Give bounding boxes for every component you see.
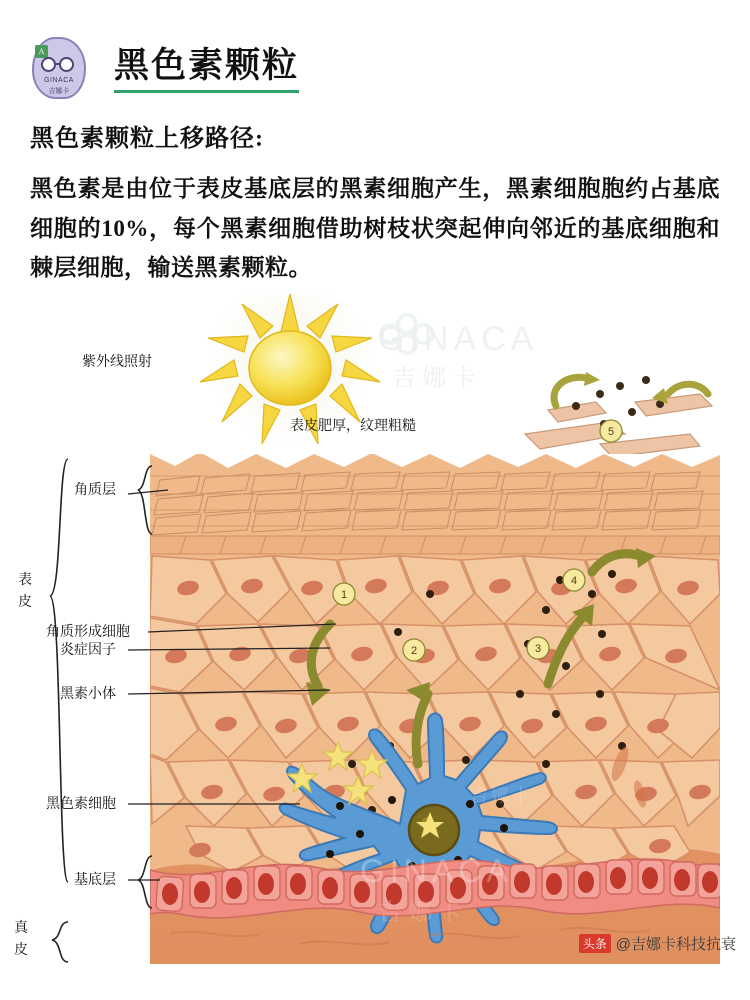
label-horny-layer: 角质层 — [74, 482, 116, 498]
watermark-text-cn-2: 吉娜卡 — [378, 898, 468, 926]
logo-eye-right-icon — [59, 57, 74, 72]
step-badge-1 — [333, 583, 355, 605]
logo-name: GINACA — [44, 77, 74, 84]
step-badge-2 — [403, 639, 425, 661]
section-subheading: 黑色素颗粒上移路径: — [30, 126, 264, 152]
label-dermis-line2: 皮 — [14, 942, 28, 958]
label-basal-layer: 基底层 — [74, 872, 116, 888]
step-badge-5 — [600, 420, 622, 442]
toutiao-badge: 头条 — [579, 934, 611, 953]
logo-tag-icon: A — [35, 45, 48, 58]
label-thick-epidermis: 表皮肥厚，纹理粗糙 — [290, 418, 416, 434]
watermark-middle — [378, 320, 538, 392]
page-title: 黑色素颗粒 — [114, 47, 299, 93]
label-dermis-line1: 真 — [14, 920, 28, 936]
logo-eye-left-icon — [41, 57, 56, 72]
brace-marks — [50, 459, 152, 908]
label-melanosome: 黑素小体 — [60, 686, 116, 702]
label-keratinocyte: 角质形成细胞 — [46, 624, 130, 640]
label-inflammatory-factor: 炎症因子 — [60, 642, 116, 658]
brand-logo — [28, 35, 90, 105]
step-badge-2-label: 2 — [410, 644, 418, 657]
logo-glasses-bridge-icon — [55, 63, 61, 65]
label-uv: 紫外线照射 — [82, 354, 152, 370]
step-badge-4 — [563, 569, 585, 591]
step-badge-4-label: 4 — [570, 574, 578, 587]
label-epidermis-line1: 表 — [18, 572, 32, 588]
step-badge-5-label: 5 — [607, 425, 615, 438]
logo-name-cn: 吉娜卡 — [48, 88, 70, 95]
watermark-text-2: GINACA — [360, 852, 513, 889]
label-epidermis-line2: 皮 — [18, 594, 32, 610]
intro-text-block — [0, 110, 750, 288]
step-badge-3 — [527, 637, 549, 659]
credit-attribution — [579, 933, 736, 954]
section-paragraph: 黑色素是由位于表皮基底层的黑素细胞产生，黑素细胞胞约占基底细胞的10%，每个黑素细胞借助树枝状突起伸向邻近的基底细胞和棘层细胞，输送黑素颗粒。 — [30, 176, 720, 281]
skin-cross-section-diagram — [0, 294, 750, 964]
watermark-text-1: GINACA — [378, 319, 539, 358]
watermark-text-3: 吉娜卡 — [470, 785, 533, 806]
watermark-faint — [470, 786, 533, 806]
watermark-text-cn-1: 吉娜卡 — [392, 364, 482, 392]
step-badge-3-label: 3 — [534, 642, 542, 655]
step-badge-1-label: 1 — [340, 588, 348, 601]
diagram-svg — [0, 294, 750, 964]
page-header — [0, 0, 750, 110]
credit-handle: @吉娜卡科技抗衰 — [615, 935, 736, 953]
label-melanocyte: 黑色素细胞 — [46, 796, 116, 812]
desquamation-flakes — [525, 372, 712, 457]
